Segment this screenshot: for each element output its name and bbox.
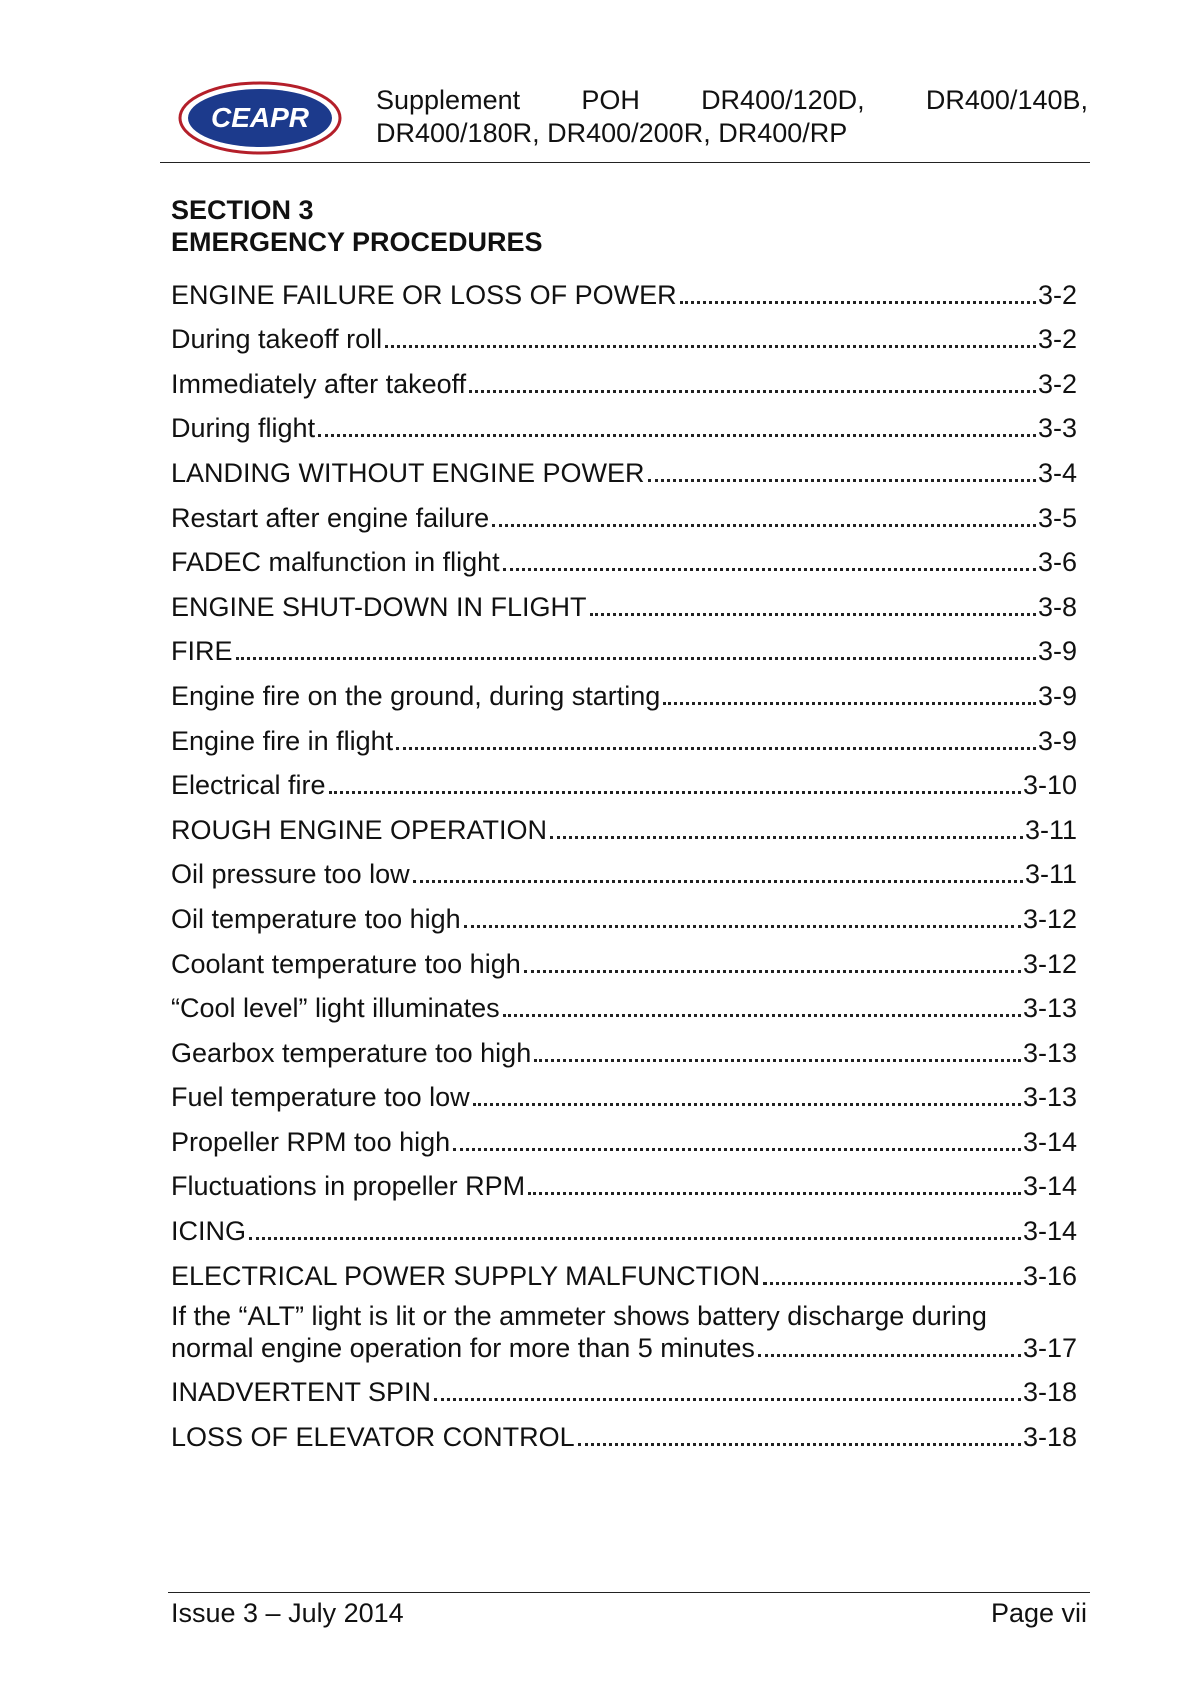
- toc-entry-label: Engine fire in flight: [171, 725, 394, 756]
- toc-entry[interactable]: [171, 266, 1077, 311]
- toc-entry-page: 3-3: [1037, 413, 1077, 444]
- document-title: [376, 84, 1088, 150]
- dot-leader: [578, 1443, 1021, 1446]
- toc-entry-page: 3-14: [1022, 1171, 1077, 1202]
- toc-entry-label: Oil pressure too low: [171, 859, 410, 890]
- toc-entry-label: LANDING WITHOUT ENGINE POWER: [171, 457, 645, 488]
- toc-entry-page: 3-13: [1022, 1037, 1077, 1068]
- toc-entry[interactable]: [171, 935, 1077, 980]
- dot-leader: [473, 1103, 1021, 1106]
- issue-date: Issue 3 – July 2014: [171, 1598, 404, 1628]
- toc-entry[interactable]: [171, 980, 1077, 1025]
- toc-entry-page: 3-11: [1024, 859, 1077, 890]
- toc-entry-label: ICING: [171, 1216, 247, 1247]
- toc-entry-label: Fuel temperature too low: [171, 1082, 470, 1113]
- toc-entry-label: Gearbox temperature too high: [171, 1037, 532, 1068]
- toc-list-tail: [171, 1364, 1077, 1453]
- dot-leader: [413, 880, 1023, 883]
- toc-entry[interactable]: [171, 311, 1077, 356]
- toc-entry[interactable]: [171, 1069, 1077, 1114]
- toc-entry-label: Propeller RPM too high: [171, 1126, 451, 1157]
- toc-entry-page: 3-10: [1022, 770, 1077, 801]
- toc-entry-page: 3-9: [1037, 725, 1077, 756]
- dot-leader: [236, 657, 1036, 660]
- dot-leader: [663, 702, 1036, 705]
- toc-entry[interactable]: [171, 1292, 1077, 1364]
- toc-entry[interactable]: [171, 400, 1077, 445]
- toc-entry[interactable]: [171, 712, 1077, 757]
- toc-entry-label: Coolant temperature too high: [171, 948, 521, 979]
- toc-entry-label: ROUGH ENGINE OPERATION: [171, 814, 548, 845]
- toc-list: [171, 266, 1077, 1292]
- dot-leader: [534, 1059, 1021, 1062]
- toc-entry[interactable]: [171, 355, 1077, 400]
- toc-entry[interactable]: [171, 890, 1077, 935]
- section-number: SECTION 3: [171, 195, 314, 225]
- toc-entry[interactable]: [171, 1364, 1077, 1409]
- dot-leader: [590, 613, 1036, 616]
- toc-entry-label: During flight: [171, 413, 316, 444]
- title-word: POH: [581, 85, 640, 115]
- toc-entry-label: ELECTRICAL POWER SUPPLY MALFUNCTION: [171, 1260, 761, 1291]
- section-title: EMERGENCY PROCEDURES: [171, 227, 543, 257]
- toc-entry-page: 3-13: [1022, 1082, 1077, 1113]
- toc-entry-label: FIRE: [171, 636, 233, 667]
- footer-divider: [168, 1592, 1090, 1593]
- title-line-2: DR400/180R, DR400/200R, DR400/RP: [376, 118, 848, 148]
- dot-leader: [464, 925, 1021, 928]
- toc-entry-page: 3-18: [1022, 1421, 1077, 1452]
- toc-entry-page: 3-13: [1022, 993, 1077, 1024]
- toc-entry-page: 3-12: [1022, 903, 1077, 934]
- toc-entry[interactable]: [171, 1158, 1077, 1203]
- toc-entry-label: INADVERTENT SPIN: [171, 1377, 432, 1408]
- toc-entry-label: Immediately after takeoff: [171, 368, 467, 399]
- toc-entry-page: 3-12: [1022, 948, 1077, 979]
- dot-leader: [492, 524, 1036, 527]
- dot-leader: [528, 1192, 1021, 1195]
- toc-entry-label: Electrical fire: [171, 770, 326, 801]
- toc-entry[interactable]: [171, 1247, 1077, 1292]
- toc-entry[interactable]: [171, 489, 1077, 534]
- toc-entry[interactable]: [171, 1408, 1077, 1453]
- toc-entry-label: Oil temperature too high: [171, 903, 461, 934]
- page-number: Page vii: [990, 1598, 1087, 1628]
- toc-entry-label: Fluctuations in propeller RPM: [171, 1171, 526, 1202]
- title-word: DR400/140B,: [925, 85, 1088, 115]
- toc-entry-page: 3-5: [1037, 502, 1077, 533]
- toc-entry-page: 3-2: [1037, 324, 1077, 355]
- toc-entry[interactable]: [171, 534, 1077, 579]
- dot-leader: [396, 747, 1036, 750]
- toc-entry-page: 3-16: [1022, 1260, 1077, 1291]
- toc-entry-label: ENGINE FAILURE OR LOSS OF POWER: [171, 279, 677, 310]
- toc-entry-label: ENGINE SHUT-DOWN IN FLIGHT: [171, 591, 587, 622]
- toc-entry-label: During takeoff roll: [171, 324, 383, 355]
- toc-entry[interactable]: [171, 444, 1077, 489]
- dot-leader: [329, 791, 1021, 794]
- logo-text: CEAPR: [210, 102, 310, 133]
- page-header: [160, 72, 1090, 162]
- toc-entry-label: If the “ALT” light is lit or the ammeter shows battery discharge during: [171, 1300, 987, 1331]
- toc-entry-page: 3-9: [1037, 680, 1077, 711]
- toc-entry-label: “Cool level” light illuminates: [171, 993, 500, 1024]
- dot-leader: [434, 1398, 1021, 1401]
- toc-entry[interactable]: [171, 757, 1077, 802]
- toc-entry-page: 3-8: [1037, 591, 1077, 622]
- dot-leader: [680, 301, 1036, 304]
- toc-entry-page: 3-2: [1037, 368, 1077, 399]
- toc-entry[interactable]: [171, 801, 1077, 846]
- dot-leader: [503, 1014, 1021, 1017]
- dot-leader: [469, 390, 1036, 393]
- dot-leader: [385, 345, 1036, 348]
- toc-entry-page: 3-17: [1022, 1332, 1077, 1363]
- toc-entry-label: Restart after engine failure: [171, 502, 490, 533]
- toc-entry-label: FADEC malfunction in flight: [171, 547, 500, 578]
- dot-leader: [503, 568, 1036, 571]
- toc-entry-page: 3-2: [1037, 279, 1077, 310]
- toc-entry-label: normal engine operation for more than 5 minutes: [171, 1332, 755, 1363]
- dot-leader: [249, 1237, 1021, 1240]
- toc-entry-page: 3-6: [1037, 547, 1077, 578]
- title-word: Supplement: [376, 85, 521, 115]
- dot-leader: [648, 479, 1036, 482]
- toc-entry-page: 3-4: [1037, 457, 1077, 488]
- toc-entry[interactable]: [171, 1202, 1077, 1247]
- toc-entry[interactable]: [171, 846, 1077, 891]
- toc-entry-label: LOSS OF ELEVATOR CONTROL: [171, 1421, 575, 1452]
- toc-entry-page: 3-11: [1024, 814, 1077, 845]
- toc-entry-page: 3-18: [1022, 1377, 1077, 1408]
- title-word: DR400/120D,: [701, 85, 865, 115]
- dot-leader: [550, 836, 1023, 839]
- table-of-contents: [171, 194, 1077, 1453]
- toc-entry-page: 3-14: [1022, 1216, 1077, 1247]
- dot-leader: [763, 1282, 1021, 1285]
- toc-entry[interactable]: [171, 667, 1077, 712]
- page-footer: [171, 1598, 1087, 1629]
- dot-leader: [758, 1354, 1021, 1357]
- toc-entry[interactable]: [171, 1024, 1077, 1069]
- dot-leader: [453, 1148, 1021, 1151]
- toc-entry[interactable]: [171, 623, 1077, 668]
- toc-entry-page: 3-14: [1022, 1126, 1077, 1157]
- dot-leader: [524, 970, 1021, 973]
- dot-leader: [318, 434, 1036, 437]
- toc-entry[interactable]: [171, 578, 1077, 623]
- toc-entry[interactable]: [171, 1113, 1077, 1158]
- ceapr-logo: [178, 80, 343, 155]
- toc-entry-page: 3-9: [1037, 636, 1077, 667]
- toc-entry-label: Engine fire on the ground, during starting: [171, 680, 661, 711]
- header-divider: [160, 162, 1090, 163]
